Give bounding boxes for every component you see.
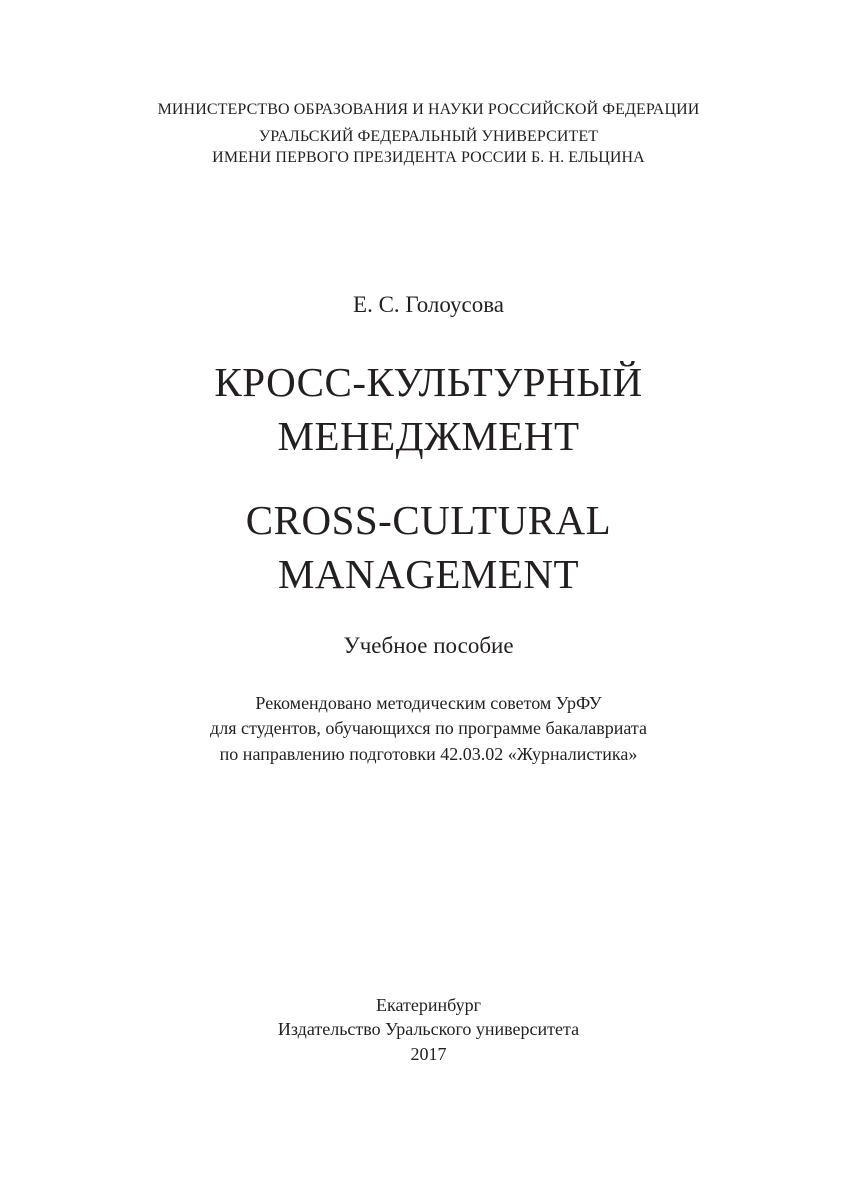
institution-ministry: МИНИСТЕРСТВО ОБРАЗОВАНИЯ И НАУКИ РОССИЙСКОЙ ФЕДЕРАЦИИ <box>157 101 700 118</box>
title-ru-line2: МЕНЕДЖМЕНТ <box>277 413 580 459</box>
title-ru-line1: КРОСС-КУЛЬТУРНЫЙ <box>214 359 643 405</box>
title-en-line1: CROSS-CULTURAL <box>245 497 612 543</box>
imprint-year: 2017 <box>410 1044 447 1064</box>
document-type: Учебное пособие <box>343 633 514 658</box>
imprint-city: Екатеринбург <box>376 995 481 1015</box>
author-name: Е. С. Голоусова <box>353 292 504 317</box>
imprint-publisher: Издательство Уральского университета <box>277 1019 580 1039</box>
title-en-line2: MANAGEMENT <box>277 551 580 597</box>
institution-university-name: ИМЕНИ ПЕРВОГО ПРЕЗИДЕНТА РОССИИ Б. Н. ЕЛЬЦИНА <box>212 149 645 166</box>
institution-university: УРАЛЬСКИЙ ФЕДЕРАЛЬНЫЙ УНИВЕРСИТЕТ <box>258 128 599 145</box>
recommendation-line2: для студентов, обучающихся по программе бакалавриата <box>210 718 647 738</box>
recommendation-line1: Рекомендовано методическим советом УрФУ <box>255 693 602 713</box>
recommendation-line3: по направлению подготовки 42.03.02 «Журналистика» <box>219 744 638 764</box>
